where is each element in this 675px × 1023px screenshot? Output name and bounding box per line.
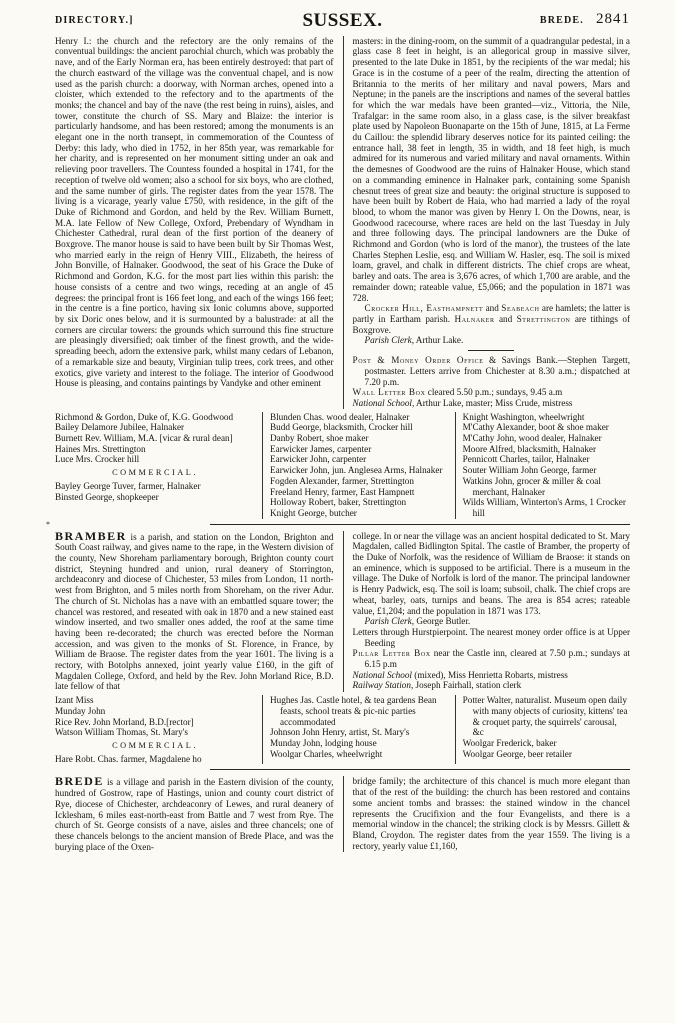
directory1-column-1 (55, 412, 262, 519)
commercial-heading: COMMERCIAL. (112, 741, 198, 750)
directory-entry: M'Cathy Alexander, boot & shoe maker (462, 422, 609, 433)
hamlets-seg: Strettington (516, 313, 571, 324)
boxgrove-left-column (55, 36, 343, 409)
boxgrove-wall-letter-box (353, 387, 631, 398)
directory-entry: Luce Mrs. Crocker hill (55, 454, 140, 465)
directory-entry: Holloway Robert, baker, Strettington (270, 497, 407, 508)
hamlets-seg: are hamlets; the latter is partly in Eartham parish. (352, 303, 631, 324)
directory-entry: Danby Robert, shoe maker (270, 433, 369, 444)
hamlets-seg: Seabeach (501, 303, 540, 314)
page-number: 2841 (596, 11, 630, 27)
directory-entry: Pennicott Charles, tailor, Halnaker (462, 454, 590, 465)
hamlets-seg: Crocker Hill, Easthampnett (364, 303, 484, 314)
section-rule (468, 350, 514, 351)
brede-left-body: is a village and parish in the Eastern division of the county, hundred of Gostrow, rape of Hastings, union and county court district of Rye, diocese of Chichester, archdeaconry of Lewes, and rural deanery of Icklesham, 6 miles east-north-east from Battle and 7 west from Rye. The church of St. George consists of a nave, aisles and three chancels; one of these chancels belongs to the ancient mansion of Brede Place, and was the burying place of the Oxen- (55, 777, 334, 852)
directory-entry: Budd George, blacksmith, Crocker hill (270, 422, 413, 433)
directory-entry: Woolgar George, beer retailer (462, 748, 572, 759)
parish-clerk-label: Parish Clerk (364, 616, 412, 627)
hamlets-seg: and (494, 313, 517, 324)
bramber-left-body: is a parish, and station on the London, Brighton and South Coast railway, and gives name to the rape, in the Western division of the county, New Shoreham parliamentary borough, Brighton county court district, Steyning hundred and union, rural deanery of Storrington, archdeaconry and diocese of Chichester, 53 miles from London, 11 north-west from Brighton, and 5 miles north from Shoreham, on the river Adur. The church of St. Nicholas has a nave with an embattled square tower; the chancel was restored, and reseated with oak in 1870 and a new stained east window inserted, and two smaller ones added, the roof at the same time having been re-decorated; the church was erected before the Norman accession, and was given to the monks of St. Florence, in France, by William de Braose. The register dates from the year 1601. The living is a rectory, with Botolphs annexed, joint yearly value £160, in the gift of Magdalen College, Oxford, and held by the Rev. John Morland Rice, B.D. late fellow of that (55, 531, 334, 692)
directory-entry: M'Cathy John, wood dealer, Halnaker (462, 433, 602, 444)
directory1-column-2 (262, 412, 455, 519)
boxgrove-hamlets (353, 303, 631, 335)
directory-entry: Knight George, butcher (270, 507, 357, 518)
school-label: National School (352, 397, 412, 408)
running-head-left: DIRECTORY.] (55, 15, 134, 26)
post-office-detail: & Savings Bank.—Stephen Targett, postmaster. Letters arrive from Chichester at 8.30 a.m.; dispatched at 7.20 p.m. (364, 355, 630, 387)
directory-entry: Earwicker John, jun. Anglesea Arms, Halnaker (270, 465, 443, 476)
directory-entry: Earwicker John, carpenter (270, 454, 367, 465)
directory-entry: Johnson John Henry, artist, St. Mary's (270, 727, 410, 738)
brede-left-text (55, 776, 334, 852)
divider-rule (210, 769, 630, 770)
brede-right-column (343, 776, 631, 852)
directory-entry: Rice Rev. John Morland, B.D.[rector] (55, 716, 194, 727)
railway-label: Railway Station (352, 680, 411, 691)
commercial-heading: COMMERCIAL. (112, 468, 198, 478)
brede-left-column (55, 776, 343, 852)
wall-box-label: Wall Letter Box (352, 387, 426, 398)
bramber-section (55, 528, 630, 693)
directory-entry: Richmond & Gordon, Duke of, K.G. Goodwood (55, 411, 234, 422)
bramber-parish-clerk (353, 616, 631, 627)
directory2-column-3 (455, 695, 630, 764)
directory-entry: Fogden Alexander, farmer, Strettington (270, 475, 414, 486)
directory-entry: Binsted George, shopkeeper (55, 491, 159, 502)
brede-right-text: bridge family; the architecture of this chancel is much more elegant than that of the rest of the building: the church has been restored and contains some ancient tombs and brasses: the stained window in the chancel represents the Crucifixion and the four Evangelists, and there is a memorial window in the chancel; the striking clock is by Messrs. Gillett & Bland, Croydon. The register dates from the year 1559. The living is a rectory, yearly value £1,160, (352, 776, 630, 851)
directory-entry: Watkins John, grocer & miller & coal merchant, Halnaker (462, 475, 601, 497)
directory1-column-3 (455, 412, 630, 519)
parish-lead-word: BREDE (55, 774, 104, 789)
bramber-left-column (55, 528, 343, 693)
boxgrove-post-office (353, 355, 631, 387)
directory-entry: Woolgar Charles, wheelwright (270, 748, 383, 759)
parish-lead-word: BRAMBER (55, 528, 127, 543)
directory-entry: Freeland Henry, farmer, East Hampnett (270, 486, 415, 497)
hamlets-seg: and (483, 303, 502, 314)
running-head-place: BREDE. (539, 15, 584, 26)
directory-entry: Moore Alfred, blacksmith, Halnaker (462, 443, 597, 454)
hamlets-seg: are tithings of Boxgrove. (352, 313, 630, 335)
boxgrove-right-text: masters: in the dining-room, on the summit of a quadrangular pedestal, in a glass case 8 feet in height, is an allegorical group in massive silver, presented to the late Duke in 1851, by the recipients of the war medal; his Grace is in the costume of a peer of the realm, directing the attention of Britannia to the merits of her military and naval powers, Mars and Neptune; in the panels are the inscriptions and names of the several battles for which the war medals have been granted—viz., Vittoria, the Nile, Trafalgar: in the same room also, in a glass case, is the silver breakfast plate used by Napoleon Buonaparte on the 15th of June, 1815, at La Ferme du Caillou: the splendid library deserves notice for its painted ceiling: the entrance hall, 38 feet in length, 35 in width, and 18 feet high, is much admired for its numerous and varied military and naval ornaments. Within the demesnes of Goodwood are the ruins of Halnaker House, which stand on a commanding eminence in Halnaker park, containing some Spanish chesnut trees of great size and beauty: the original structure is supposed to have been built by Robert de Haia, who had married a lady of the royal blood, to whom the manor was given by Henry I. On the Downs, near, is Goodwood racecourse, where races are held on the last Tuesday in July and three following days. The principal landowners are the Duke of Richmond and Gordon (who is lord of the manor), the trustees of the late Charles Stephen Leslie, esq. and William W. Hasler, esq. The soil is mixed loam, gravel, and chalk in different districts. The chief crops are wheat, barley and oats. The area is 3,676 acres, of which 1,700 are arable, and the remainder down; rateable value, £5,066; and the population in 1871 was 728. (352, 35, 630, 303)
county-title: SUSSEX. (302, 10, 383, 31)
bramber-railway-station (353, 680, 631, 691)
parish-clerk-name: , George Butler. (411, 616, 471, 627)
boxgrove-right-column (343, 36, 631, 409)
page-header (55, 10, 630, 31)
boxgrove-left-text: Henry I.: the church and the refectory are the only remains of the conventual buildings: the ancient parochial church, which was probably the nave, and of the Early Norman era, has been entirely destroyed: that part of the church eastward of the village was the conventual chapel, and is now used as the parish church: a doorway, with Norman arches, opened into a cloister, which extended to the refectory and to the apartments of the monks; the chancel and bay of the nave (the rest being in ruins), aisles, and tower, constitute the church of SS. Mary and Blaize: the interior is particularly handsome, and has been restored; among the monuments is an elegant one in the north transept, in commemoration of the Countess of Derby: this lady, who died in 1752, in her 85th year, was remarkable for her charity, and is represented on her monument sitting under an oak and relieving poor travellers. The Countess founded a hospital in 1741, for the reception of twelve old women; also a school for six boys, who are clothed, and the same number of girls. The register dates from the year 1578. The living is a vicarage, yearly value £750, with residence, in the gift of the Duke of Richmond and Gordon, and held by the Rev. William Burnett, M.A. late Fellow of New College, Oxford, Prebendary of Wyndham in Chichester Cathedral, rural dean of the first portion of the deanery of Boxgrove. The manor house is said to have been built by Sir Thomas West, who married early in the reign of Henry VIII., Elizabeth, the heiress of John Bonville, of Halnaker. Goodwood, the seat of his Grace the Duke of Richmond and Gordon, K.G. for the most part lies within this parish: the house consists of a centre and two wings, receding at an angle of 45 degrees: the principal front is 166 feet long, and each of the wings 166 feet; in the centre is a fine portico, having six Ionic columns above, supported by six Doric ones below, and it is surmounted by a balustrade: at all the corners are circular towers: the grounds which surround this fine structure are pleasingly diversified; oak timber of the finest growth, and the wide-spreading beech, adorn the extensive park, whilst many cedars of Lebanon, of a remarkable size and beauty, Virginian tulip trees, cork trees, and other exotics, give variety and interest to the foliage. The interior of Goodwood House is pleasing, and contains paintings by Vandyke and other eminent (55, 35, 334, 389)
school-detail: (mixed), Miss Henrietta Robarts, mistress (411, 669, 568, 680)
directory-entry: Burnett Rev. William, M.A. [vicar & rural dean] (55, 433, 233, 444)
hamlets-seg: Halnaker (454, 313, 495, 324)
bramber-directory (55, 695, 630, 764)
directory-entry: Hare Robt. Chas. farmer, Magdalene ho (55, 753, 202, 764)
post-office-label: Post & Money Order Office (352, 355, 484, 366)
directory2-column-2 (262, 695, 455, 764)
directory-entry: Wilds William, Winterton's Arms, 1 Crocker hill (462, 497, 626, 518)
parish-clerk-label: Parish Clerk (364, 335, 412, 346)
running-head-right (450, 11, 630, 27)
boxgrove-national-school (353, 398, 631, 409)
directory-entry: Bayley George Tuver, farmer, Halnaker (55, 480, 201, 491)
divider-rule (210, 524, 630, 525)
bramber-national-school (353, 670, 631, 681)
bramber-left-text (55, 528, 334, 693)
pillar-box-detail: near the Castle inn, cleared at 7.50 p.m.; sundays at 6.15 p.m (364, 648, 630, 670)
bramber-right-text: college. In or near the village was an ancient hospital dedicated to St. Mary Magdalen, called Bidlington Spital. The castle of Bramber, the property of the Duke of Norfolk, was the residence of William de Braose: it stands on an eminence, which is supposed to be artificial. There is a museum in the village. The Duke of Norfolk is lord of the manor. The principal landowner is Henry Padwick, esq. The soil is loam; subsoil, chalk. The chief crops are wheat, barley, oats, turnips and beans. The area is 854 acres; rateable value, £1,204; and the population in 1871 was 173. (352, 530, 630, 616)
directory-entry: Izant Miss (55, 695, 94, 706)
wall-box-detail: cleared 5.50 p.m.; sundays, 9.45 a.m (425, 387, 563, 398)
school-detail: , Arthur Lake, master; Miss Crude, mistress (411, 397, 573, 408)
directory2-column-1 (55, 695, 262, 764)
directory-entry: Munday John, lodging house (270, 738, 377, 748)
directory-entry: Potter Walter, naturalist. Museum open daily with many objects of curiosity, kittens' tea & croquet party, the squirrels' carousal, &c (462, 695, 628, 738)
bramber-right-column (343, 531, 631, 693)
directory-entry: Souter William John George, farmer (462, 465, 597, 476)
pillar-box-label: Pillar Letter Box (352, 648, 431, 659)
bramber-letters: Letters through Hurstpierpoint. The nearest money order office is at Upper Beeding (352, 626, 630, 648)
brede-section (55, 776, 630, 852)
directory-entry: Haines Mrs. Strettington (55, 443, 146, 454)
parish-clerk-name: , Arthur Lake. (411, 335, 464, 346)
directory-entry: Knight Washington, wheelwright (462, 411, 585, 422)
directory-entry: Watson William Thomas, St. Mary's (55, 727, 188, 738)
railway-detail: , Joseph Fairhall, station clerk (410, 680, 522, 691)
boxgrove-parish-clerk (353, 335, 631, 346)
margin-mark: * (46, 520, 50, 529)
directory-entry: Woolgar Frederick, baker (462, 738, 557, 748)
directory-entry: Bailey Delamore Jubilee, Halnaker (55, 422, 185, 433)
directory-entry: Hughes Jas. Castle hotel, & tea gardens Bean feasts, school treats & pic-nic parties accommodated (270, 695, 437, 727)
school-label: National School (352, 669, 412, 680)
directory-entry: Munday John (55, 705, 106, 716)
boxgrove-section (55, 36, 630, 409)
bramber-pillar-box (353, 648, 631, 669)
directory-entry: Blunden Chas. wood dealer, Halnaker (270, 411, 410, 422)
boxgrove-directory (55, 412, 630, 519)
directory-entry: Earwicker James, carpenter (270, 443, 372, 454)
